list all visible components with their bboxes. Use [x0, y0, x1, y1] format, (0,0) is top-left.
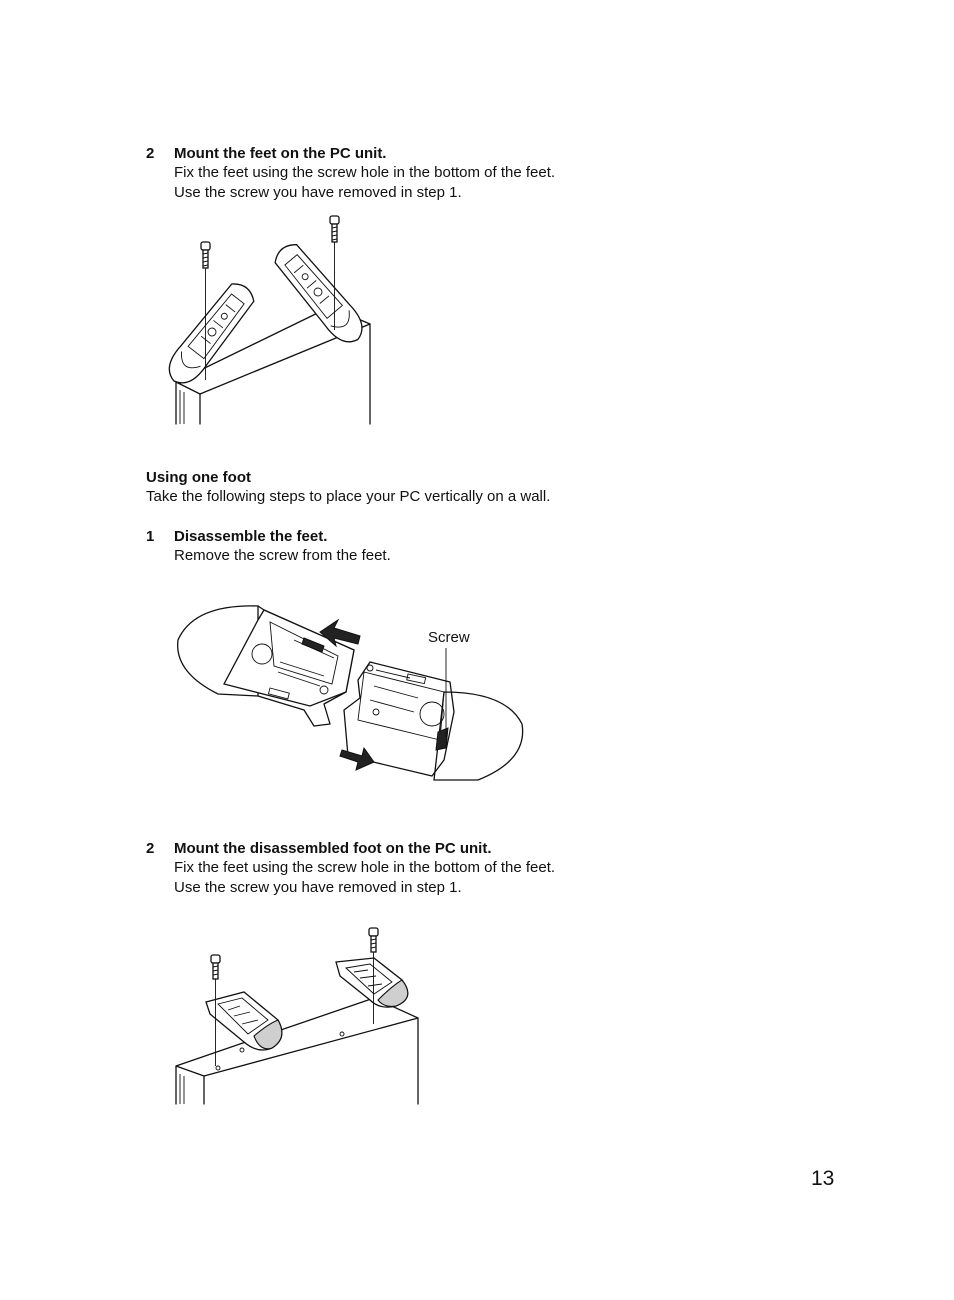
- page-number: 13: [811, 1167, 835, 1190]
- screw-callout-label: Screw: [428, 629, 470, 646]
- step-2b-line-2: Use the screw you have removed in step 1.: [174, 879, 462, 896]
- step-1-number: 1: [146, 528, 155, 545]
- step-1-line-1: Remove the screw from the feet.: [174, 547, 391, 564]
- figure-mount-disassembled-foot: [170, 924, 430, 1106]
- step-2b-number: 2: [146, 840, 155, 857]
- figure-mount-two-feet: [170, 212, 390, 428]
- step-2a-line-2: Use the screw you have removed in step 1.: [174, 184, 462, 201]
- section-intro: Take the following steps to place your PC vertically on a wall.: [146, 488, 551, 505]
- step-2a-number: 2: [146, 145, 155, 162]
- step-2a-heading: Mount the feet on the PC unit.: [174, 145, 387, 162]
- step-2a-line-1: Fix the feet using the screw hole in the bottom of the feet.: [174, 164, 556, 181]
- step-1-heading: Disassemble the feet.: [174, 528, 328, 545]
- figure-disassemble-feet: [174, 600, 534, 790]
- step-2b-heading: Mount the disassembled foot on the PC unit.: [174, 840, 492, 857]
- step-2b-line-1: Fix the feet using the screw hole in the bottom of the feet.: [174, 859, 556, 876]
- section-heading: Using one foot: [146, 469, 251, 486]
